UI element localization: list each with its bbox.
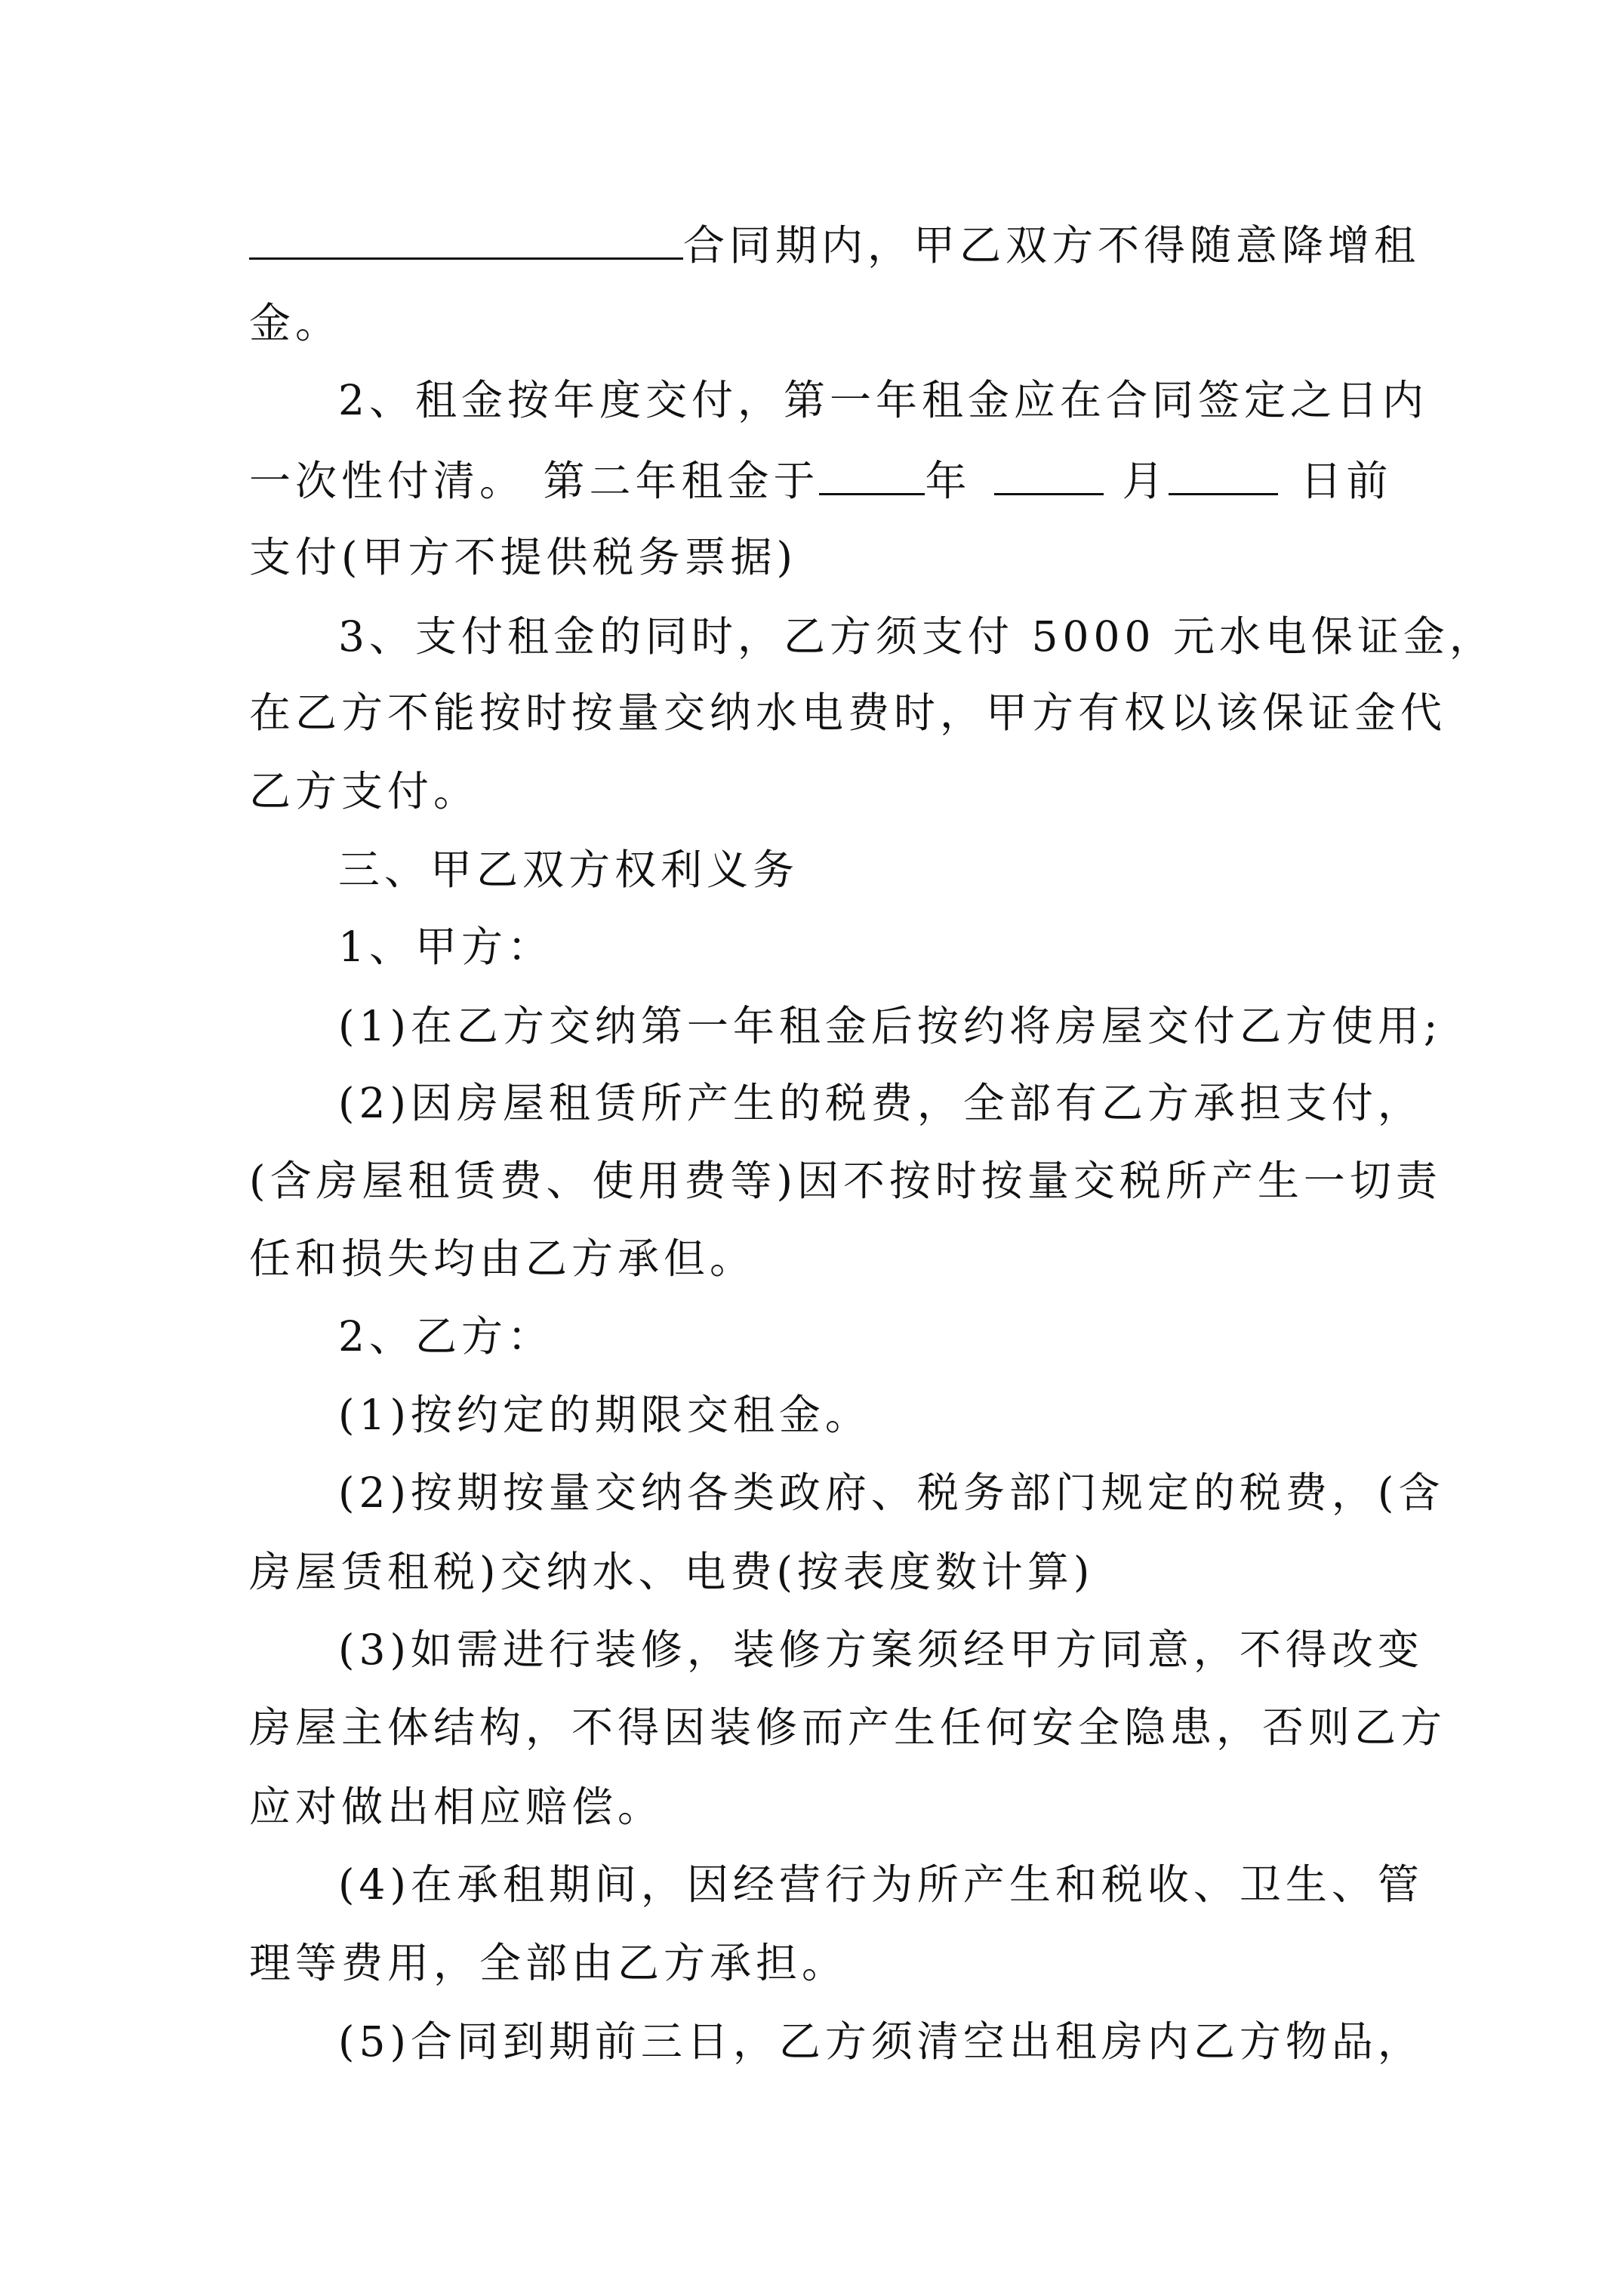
day-blank [1169, 452, 1278, 495]
text-line: (3)如需进行装修，装修方案须经甲方同意，不得改变 [338, 1626, 1424, 1674]
text-span: 年 [925, 457, 972, 505]
month-blank [994, 452, 1104, 495]
text-line: (4)在承租期间，因经营行为所产生和税收、卫生、管 [338, 1860, 1424, 1909]
text-line: 金。 [249, 299, 342, 347]
text-span: 日前 [1300, 457, 1393, 505]
text-span: 合同期内，甲乙双方不得随意降增租 [683, 221, 1421, 270]
text-line: (2)因房屋租赁所产生的税费，全部有乙方承担支付， [338, 1079, 1424, 1127]
text-line: 1、甲方： [338, 923, 553, 971]
text-line: 2、乙方： [338, 1312, 553, 1361]
text-span: 月 [1122, 457, 1169, 505]
text-line: 理等费用，全部由乙方承担。 [249, 1939, 848, 1987]
text-line: 房屋主体结构，不得因装修而产生任何安全隐患，否则乙方 [249, 1703, 1447, 1752]
text-line: 2、租金按年度交付，第一年租金应在合同签定之日内 [338, 376, 1428, 424]
text-line: (含房屋租赁费、使用费等)因不按时按量交税所产生一切责 [249, 1157, 1442, 1205]
text-line: 支付(甲方不提供税务票据) [249, 533, 797, 581]
text-line: 应对做出相应赔偿。 [249, 1783, 664, 1831]
text-line [249, 217, 1427, 271]
text-span: 一次性付清。 第二年租金于 [249, 457, 820, 505]
text-line: 3、支付租金的同时，乙方须支付 5000 元水电保证金， [338, 612, 1495, 661]
fill-in-blank [249, 217, 683, 260]
text-line [249, 452, 1427, 507]
text-line: (2)按期按量交纳各类政府、税务部门规定的税费，(含 [338, 1469, 1445, 1517]
section-heading: 三、甲乙双方权利义务 [338, 846, 799, 894]
text-line: 乙方支付。 [249, 767, 480, 815]
text-line: 任和损失均由乙方承但。 [249, 1234, 756, 1283]
text-line: (1)按约定的期限交租金。 [338, 1391, 871, 1439]
text-line: 房屋赁租税)交纳水、电费(按表度数计算) [249, 1548, 1095, 1596]
text-line: (5)合同到期前三日，乙方须清空出租房内乙方物品， [338, 2017, 1424, 2066]
text-line: 在乙方不能按时按量交纳水电费时，甲方有权以该保证金代 [249, 689, 1447, 737]
text-line: (1)在乙方交纳第一年租金后按约将房屋交付乙方使用; [338, 1002, 1443, 1050]
year-blank [819, 452, 925, 495]
